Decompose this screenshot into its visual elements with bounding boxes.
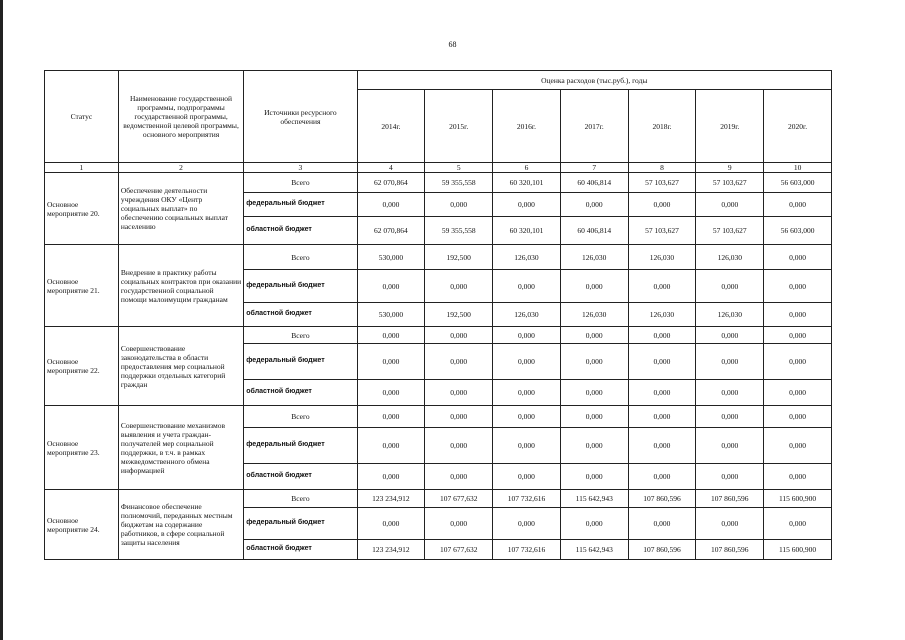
row-value: 0,000	[764, 193, 832, 217]
row-value: 0,000	[560, 327, 628, 344]
row-value: 56 603,000	[764, 173, 832, 193]
row-value: 57 103,627	[696, 217, 764, 245]
row-value: 123 234,912	[357, 490, 425, 508]
column-index: 7	[560, 163, 628, 173]
row-value: 0,000	[764, 406, 832, 428]
row-value: 0,000	[425, 270, 493, 303]
row-value: 0,000	[764, 327, 832, 344]
row-name: Внедрение в практику работы социальных контрактов при оказании государственной социальной помощи малоимущим гражданам	[118, 245, 243, 327]
row-value: 126,030	[696, 245, 764, 270]
row-value: 0,000	[696, 508, 764, 540]
row-value: 0,000	[628, 344, 696, 380]
row-value: 0,000	[764, 428, 832, 464]
table-row	[45, 406, 832, 428]
row-value: 192,500	[425, 303, 493, 327]
row-value: 62 070,864	[357, 217, 425, 245]
page-left-edge	[0, 0, 3, 640]
row-value: 0,000	[357, 428, 425, 464]
row-value: 0,000	[696, 428, 764, 464]
column-index: 5	[425, 163, 493, 173]
row-value: 192,500	[425, 245, 493, 270]
column-index: 6	[493, 163, 561, 173]
row-source: федеральный бюджет	[244, 344, 357, 380]
row-value: 530,000	[357, 303, 425, 327]
row-value: 0,000	[696, 380, 764, 406]
header-year: 2016г.	[493, 90, 561, 163]
header-year: 2020г.	[764, 90, 832, 163]
row-value: 0,000	[696, 327, 764, 344]
row-value: 107 860,596	[696, 540, 764, 560]
row-value: 0,000	[357, 508, 425, 540]
row-value: 59 355,558	[425, 173, 493, 193]
column-index: 9	[696, 163, 764, 173]
row-name: Обеспечение деятельности учреждения ОКУ «Центр социальных выплат» по обеспечению социальных выплат населению	[118, 173, 243, 245]
row-status: Основное мероприятие 23.	[45, 406, 119, 490]
row-value: 0,000	[560, 406, 628, 428]
row-value: 0,000	[425, 406, 493, 428]
row-value: 0,000	[628, 193, 696, 217]
row-value: 0,000	[764, 245, 832, 270]
header-year: 2019г.	[696, 90, 764, 163]
row-source: областной бюджет	[244, 464, 357, 490]
row-source: областной бюджет	[244, 540, 357, 560]
row-value: 0,000	[425, 428, 493, 464]
row-value: 0,000	[493, 508, 561, 540]
row-value: 0,000	[493, 270, 561, 303]
row-source: Всего	[244, 406, 357, 428]
table-row	[45, 490, 832, 508]
table-row	[45, 327, 832, 344]
row-value: 0,000	[425, 464, 493, 490]
header-year: 2017г.	[560, 90, 628, 163]
row-value: 0,000	[357, 344, 425, 380]
row-value: 0,000	[764, 270, 832, 303]
row-value: 530,000	[357, 245, 425, 270]
row-value: 0,000	[493, 193, 561, 217]
row-value: 115 600,900	[764, 490, 832, 508]
row-value: 0,000	[628, 428, 696, 464]
row-value: 0,000	[425, 508, 493, 540]
row-value: 107 860,596	[696, 490, 764, 508]
row-value: 107 732,616	[493, 540, 561, 560]
row-value: 0,000	[628, 270, 696, 303]
row-value: 0,000	[560, 380, 628, 406]
row-value: 107 732,616	[493, 490, 561, 508]
row-value: 115 642,943	[560, 540, 628, 560]
row-source: Всего	[244, 490, 357, 508]
column-index: 8	[628, 163, 696, 173]
row-source: областной бюджет	[244, 380, 357, 406]
row-value: 0,000	[764, 508, 832, 540]
row-status: Основное мероприятие 20.	[45, 173, 119, 245]
row-value: 0,000	[560, 344, 628, 380]
column-index: 2	[118, 163, 243, 173]
column-index: 4	[357, 163, 425, 173]
row-value: 0,000	[357, 464, 425, 490]
row-status: Основное мероприятие 21.	[45, 245, 119, 327]
row-value: 0,000	[425, 193, 493, 217]
row-value: 0,000	[493, 428, 561, 464]
row-value: 62 070,864	[357, 173, 425, 193]
row-value: 60 320,101	[493, 217, 561, 245]
row-value: 0,000	[628, 406, 696, 428]
row-source: областной бюджет	[244, 303, 357, 327]
row-value: 0,000	[696, 344, 764, 380]
column-index: 1	[45, 163, 119, 173]
header-estimate: Оценка расходов (тыс.руб.), годы	[357, 71, 831, 90]
row-value: 0,000	[425, 380, 493, 406]
row-value: 60 320,101	[493, 173, 561, 193]
header-year: 2014г.	[357, 90, 425, 163]
row-value: 126,030	[560, 245, 628, 270]
row-status: Основное мероприятие 22.	[45, 327, 119, 406]
row-value: 0,000	[560, 464, 628, 490]
row-value: 0,000	[560, 508, 628, 540]
row-value: 0,000	[560, 193, 628, 217]
row-value: 126,030	[628, 245, 696, 270]
row-value: 0,000	[696, 406, 764, 428]
row-source: федеральный бюджет	[244, 508, 357, 540]
row-source: федеральный бюджет	[244, 428, 357, 464]
row-value: 60 406,814	[560, 217, 628, 245]
row-value: 115 642,943	[560, 490, 628, 508]
row-value: 0,000	[357, 193, 425, 217]
row-value: 59 355,558	[425, 217, 493, 245]
row-value: 57 103,627	[628, 173, 696, 193]
row-value: 126,030	[493, 303, 561, 327]
table-row	[45, 173, 832, 193]
header-status: Статус	[45, 71, 119, 163]
table-row	[45, 245, 832, 270]
row-value: 0,000	[560, 428, 628, 464]
row-value: 107 677,632	[425, 540, 493, 560]
row-value: 126,030	[628, 303, 696, 327]
row-source: федеральный бюджет	[244, 270, 357, 303]
row-status: Основное мероприятие 24.	[45, 490, 119, 560]
row-value: 0,000	[764, 344, 832, 380]
row-value: 0,000	[425, 327, 493, 344]
row-value: 0,000	[696, 270, 764, 303]
row-value: 0,000	[493, 380, 561, 406]
row-value: 123 234,912	[357, 540, 425, 560]
page-number: 68	[448, 40, 457, 49]
row-value: 0,000	[357, 327, 425, 344]
row-value: 0,000	[493, 344, 561, 380]
row-value: 56 603,000	[764, 217, 832, 245]
row-value: 57 103,627	[628, 217, 696, 245]
row-value: 0,000	[628, 508, 696, 540]
row-value: 60 406,814	[560, 173, 628, 193]
row-value: 0,000	[628, 464, 696, 490]
row-value: 0,000	[560, 270, 628, 303]
row-value: 0,000	[696, 193, 764, 217]
row-value: 0,000	[764, 464, 832, 490]
row-value: 0,000	[628, 327, 696, 344]
column-index: 3	[244, 163, 357, 173]
row-value: 0,000	[764, 303, 832, 327]
row-value: 0,000	[764, 380, 832, 406]
row-value: 0,000	[357, 380, 425, 406]
row-value: 126,030	[493, 245, 561, 270]
row-source: Всего	[244, 245, 357, 270]
column-index: 10	[764, 163, 832, 173]
row-value: 0,000	[357, 270, 425, 303]
header-sources: Источники ресурсного обеспечения	[244, 71, 357, 163]
row-source: федеральный бюджет	[244, 193, 357, 217]
row-value: 0,000	[357, 406, 425, 428]
row-name: Совершенствование механизмов выявления и учета граждан-получателей мер социальной поддержки, в т.ч. в рамках межведомственного обмена информацией	[118, 406, 243, 490]
header-year: 2018г.	[628, 90, 696, 163]
row-value: 107 860,596	[628, 490, 696, 508]
budget-table	[44, 70, 832, 560]
row-name: Совершенствование законодательства в области предоставления мер социальной поддержки отдельных категорий граждан	[118, 327, 243, 406]
header-name: Наименование государственной программы, подпрограммы государственной программы, ведомственной целевой программы, основного мероприятия	[118, 71, 243, 163]
row-value: 0,000	[425, 344, 493, 380]
row-value: 0,000	[696, 464, 764, 490]
row-value: 57 103,627	[696, 173, 764, 193]
row-value: 107 860,596	[628, 540, 696, 560]
header-year: 2015г.	[425, 90, 493, 163]
row-name: Финансовое обеспечение полномочий, переданных местным бюджетам на содержание работников, в сфере социальной защиты населения	[118, 490, 243, 560]
row-value: 126,030	[560, 303, 628, 327]
row-value: 0,000	[493, 327, 561, 344]
row-value: 115 600,900	[764, 540, 832, 560]
row-source: Всего	[244, 327, 357, 344]
row-value: 0,000	[628, 380, 696, 406]
row-source: Всего	[244, 173, 357, 193]
row-source: областной бюджет	[244, 217, 357, 245]
row-value: 107 677,632	[425, 490, 493, 508]
row-value: 126,030	[696, 303, 764, 327]
row-value: 0,000	[493, 406, 561, 428]
row-value: 0,000	[493, 464, 561, 490]
